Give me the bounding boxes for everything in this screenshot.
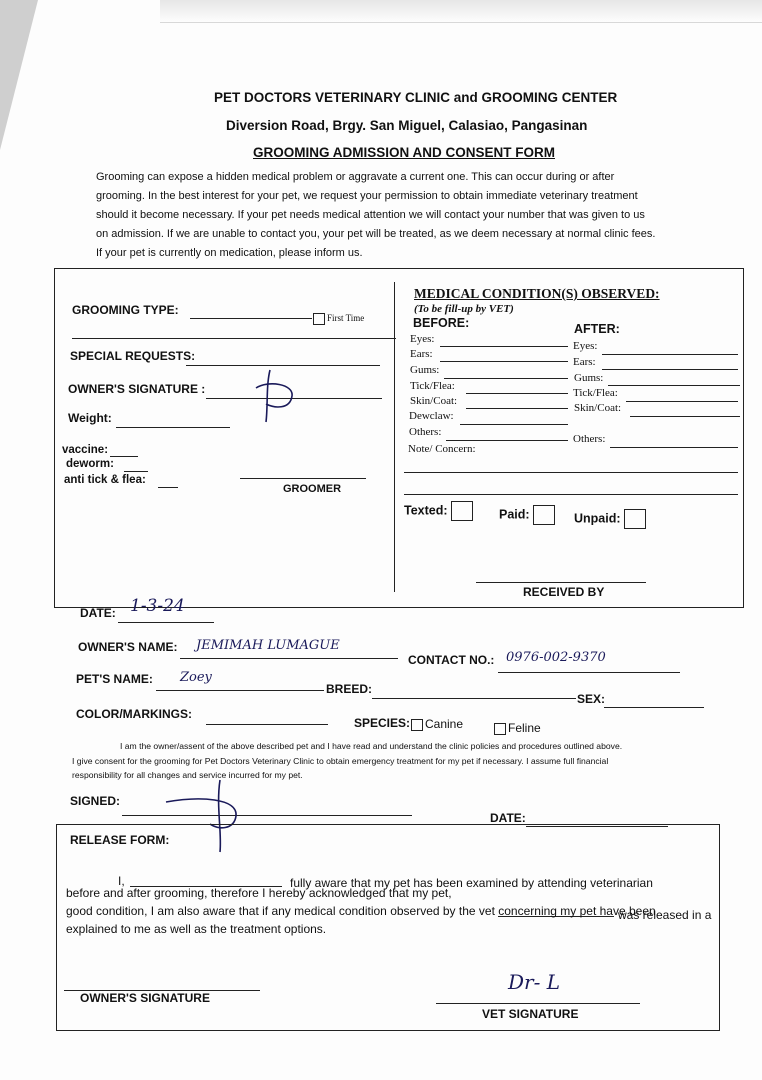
after-gums-field[interactable]	[608, 385, 740, 386]
consent-line: responsibility for all changes and service incurred for my pet.	[72, 770, 303, 780]
after-ears-field[interactable]	[602, 369, 738, 370]
grooming-type-field[interactable]	[190, 318, 312, 319]
after-tickflea-label: Tick/Flea:	[573, 387, 618, 399]
grooming-panel	[54, 268, 744, 608]
release-owner-signature-label: OWNER'S SIGNATURE	[80, 991, 210, 1005]
consent-line: I am the owner/assent of the above described pet and I have read and understand the clinic policies and procedures outlined above.	[120, 741, 623, 751]
owner-name-label: OWNER'S NAME:	[78, 640, 178, 654]
anti-tick-label: anti tick & flea:	[64, 474, 146, 486]
canine-option[interactable]	[411, 717, 463, 731]
first-time-checkbox[interactable]	[313, 313, 364, 325]
before-tickflea-label: Tick/Flea:	[410, 380, 455, 392]
unpaid-checkbox[interactable]	[574, 509, 646, 529]
pet-name-label: PET'S NAME:	[76, 672, 153, 686]
vet-fill-subtitle: (To be fill-up by VET)	[414, 303, 514, 315]
release-i: I,	[118, 874, 125, 888]
owner-signature-label: OWNER'S SIGNATURE :	[68, 382, 206, 396]
before-eyes-label: Eyes:	[410, 333, 435, 345]
checkbox-icon	[533, 505, 555, 525]
before-gums-label: Gums:	[410, 364, 440, 376]
sex-label: SEX:	[577, 692, 606, 706]
deworm-label: deworm:	[66, 458, 114, 470]
release-line-2a: before and after grooming, therefore I hereby acknowledged that my pet,	[66, 886, 452, 900]
before-dewclaw-field[interactable]	[460, 424, 568, 425]
first-time-label: First Time	[327, 313, 365, 324]
before-heading: BEFORE:	[413, 316, 470, 330]
intro-line: Grooming can expose a hidden medical problem or aggravate a current one. This can occur during or after	[96, 171, 615, 183]
note-concern-field[interactable]	[404, 472, 738, 473]
deworm-field[interactable]	[124, 471, 148, 472]
groomer-field[interactable]	[240, 478, 366, 479]
after-eyes-field[interactable]	[602, 354, 738, 355]
unpaid-label: Unpaid:	[574, 511, 621, 526]
grooming-type-line2[interactable]	[72, 338, 396, 339]
feline-option[interactable]	[494, 721, 541, 735]
feline-label: Feline	[508, 721, 541, 735]
form-title: GROOMING ADMISSION AND CONSENT FORM	[253, 145, 555, 160]
before-gums-field[interactable]	[444, 378, 568, 379]
signed-label: SIGNED:	[70, 794, 121, 808]
intro-line: If your pet is currently on medication, please inform us.	[96, 247, 363, 259]
before-skincoat-field[interactable]	[466, 408, 568, 409]
pet-name-field	[156, 690, 324, 691]
breed-field[interactable]	[372, 698, 576, 699]
vaccine-label: vaccine:	[62, 444, 109, 456]
color-markings-label: COLOR/MARKINGS:	[76, 707, 192, 721]
weight-label: Weight:	[68, 411, 112, 425]
release-line-1: fully aware that my pet has been examined by attending veterinarian	[290, 876, 653, 890]
after-ears-label: Ears:	[573, 356, 596, 368]
after-tickflea-field[interactable]	[626, 401, 738, 402]
owner-name-value[interactable]: JEMIMAH LUMAGUE	[196, 638, 340, 653]
contact-label: CONTACT NO.:	[408, 653, 495, 667]
before-skincoat-label: Skin/Coat:	[410, 395, 458, 407]
before-dewclaw-label: Dewclaw:	[409, 410, 454, 422]
date-field	[118, 622, 214, 623]
paper-stack-edge	[160, 0, 762, 23]
date-value[interactable]: 1-3-24	[130, 596, 185, 616]
contact-value[interactable]: 0976-002-9370	[506, 650, 606, 665]
after-heading: AFTER:	[574, 322, 620, 336]
paid-checkbox[interactable]	[499, 505, 555, 525]
vet-signature-handwriting: Dr- L	[508, 970, 560, 994]
breed-label: BREED:	[326, 682, 373, 696]
received-by-label: RECEIVED BY	[523, 585, 605, 599]
intro-line: should it become necessary. If your pet needs medical attention we will contact your number that was given to us	[96, 209, 645, 221]
note-concern-label: Note/ Concern:	[408, 443, 476, 455]
paid-label: Paid:	[499, 507, 530, 522]
before-ears-label: Ears:	[410, 348, 433, 360]
before-eyes-field[interactable]	[440, 346, 568, 347]
folded-corner	[0, 0, 38, 150]
intro-line: grooming. In the best interest for your pet, we request your permission to obtain immediate veterinary treatment	[96, 190, 638, 202]
medical-condition-title: MEDICAL CONDITION(S) OBSERVED:	[414, 286, 660, 301]
weight-field[interactable]	[116, 427, 230, 428]
checkbox-icon	[451, 501, 473, 521]
clinic-address: Diversion Road, Brgy. San Miguel, Calasiao, Pangasinan	[226, 118, 588, 133]
texted-label: Texted:	[404, 503, 448, 518]
anti-tick-field[interactable]	[158, 487, 178, 488]
vet-signature-field[interactable]	[436, 1003, 640, 1004]
sex-field[interactable]	[604, 707, 704, 708]
intro-text	[96, 168, 706, 263]
checkbox-icon	[494, 723, 506, 735]
groomer-label: GROOMER	[283, 483, 342, 495]
received-by-field[interactable]	[476, 582, 646, 583]
panel-divider	[394, 282, 395, 592]
texted-checkbox[interactable]	[404, 501, 473, 521]
vet-signature-label: VET SIGNATURE	[482, 1007, 579, 1021]
before-others-field[interactable]	[446, 440, 568, 441]
after-gums-label: Gums:	[574, 372, 604, 384]
after-others-field[interactable]	[610, 447, 738, 448]
checkbox-icon	[624, 509, 646, 529]
pet-name-value[interactable]: Zoey	[180, 670, 212, 685]
note-concern-field-2[interactable]	[404, 494, 738, 495]
before-ears-field[interactable]	[440, 361, 568, 362]
before-others-label: Others:	[409, 426, 442, 438]
special-requests-label: SPECIAL REQUESTS:	[70, 349, 196, 363]
contact-field	[498, 672, 680, 673]
canine-label: Canine	[425, 717, 464, 731]
date-label: DATE:	[80, 606, 116, 620]
before-tickflea-field[interactable]	[466, 393, 568, 394]
intro-line: on admission. If we are unable to contact you, your pet will be treated, as we deem necessary at normal clinic fees.	[96, 228, 656, 240]
after-eyes-label: Eyes:	[573, 340, 598, 352]
checkbox-icon	[313, 313, 325, 325]
after-skincoat-field[interactable]	[630, 416, 740, 417]
release-form-title: RELEASE FORM:	[70, 833, 170, 847]
clinic-name: PET DOCTORS VETERINARY CLINIC and GROOMING CENTER	[214, 90, 618, 105]
after-skincoat-label: Skin/Coat:	[574, 402, 622, 414]
grooming-type-label: GROOMING TYPE:	[72, 303, 179, 317]
release-line-3: good condition, I am also aware that if any medical condition observed by the vet concerning my pet have been	[66, 904, 656, 918]
owner-signature-scribble	[248, 366, 304, 426]
owner-name-field	[180, 658, 398, 659]
checkbox-icon	[411, 719, 423, 731]
after-others-label: Others:	[573, 433, 606, 445]
release-line-4: explained to me as well as the treatment options.	[66, 922, 327, 936]
release-line-2b: was released in a	[618, 908, 712, 922]
color-markings-field[interactable]	[206, 724, 328, 725]
consent-line: I give consent for the grooming for Pet Doctors Veterinary Clinic to obtain emergency treatment for my pet if necessary. I assume full financial	[72, 756, 609, 766]
date-label-2: DATE:	[490, 811, 526, 825]
vaccine-field[interactable]	[110, 456, 138, 457]
species-label: SPECIES:	[354, 716, 411, 730]
